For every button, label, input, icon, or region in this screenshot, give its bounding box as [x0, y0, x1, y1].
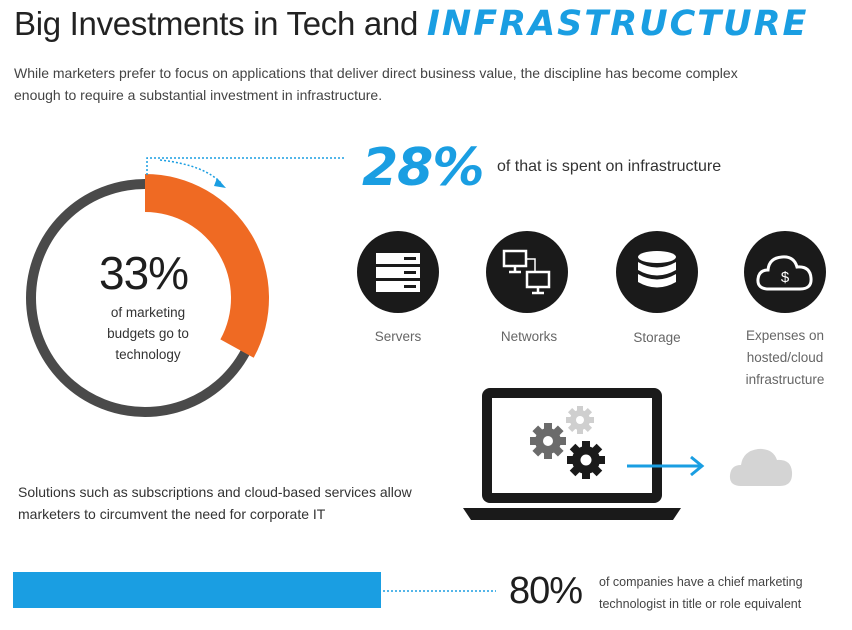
infrastructure-percent: 28%	[362, 138, 484, 198]
cmo-bar-chart	[0, 560, 520, 620]
intro-paragraph: While marketers prefer to focus on applications that deliver direct business value, the discipline has become complex enough to require a substantial investment in infrastructure.	[14, 65, 738, 103]
category-label-networks: Networks	[500, 329, 558, 344]
laptop-icon	[463, 388, 681, 520]
budget-caption: of marketing budgets go to technology	[107, 305, 189, 362]
network-icon	[486, 231, 568, 313]
budget-percent: 33%	[99, 247, 189, 299]
laptop-illustration	[455, 383, 835, 528]
infrastructure-text: of that is spent on infrastructure	[497, 158, 722, 175]
title-plain: Big Investments in Tech and	[14, 5, 419, 42]
category-label-storage: Storage	[633, 330, 681, 345]
cmo-text: of companies have a chief marketing technologist in title or role equivalent	[599, 575, 803, 611]
category-label-servers: Servers	[374, 329, 422, 344]
connector-line	[147, 158, 345, 175]
category-label-cloud-expenses: Expenses on hosted/cloud infrastructure	[745, 328, 825, 387]
cmo-bar-fill	[13, 572, 381, 608]
solutions-text: Solutions such as subscriptions and cloud-based services allow marketers to circumvent the need for corporate IT	[18, 484, 412, 522]
title-accent: INFRASTRUCTURE	[426, 4, 809, 44]
cmo-percent: 80%	[509, 570, 583, 612]
server-icon	[357, 231, 439, 313]
cloud-icon	[730, 449, 792, 486]
connector-arrowhead	[214, 178, 226, 188]
storage-icon	[616, 231, 698, 313]
cloud-dollar-icon	[744, 231, 826, 313]
svg-text:$: $	[780, 269, 790, 286]
